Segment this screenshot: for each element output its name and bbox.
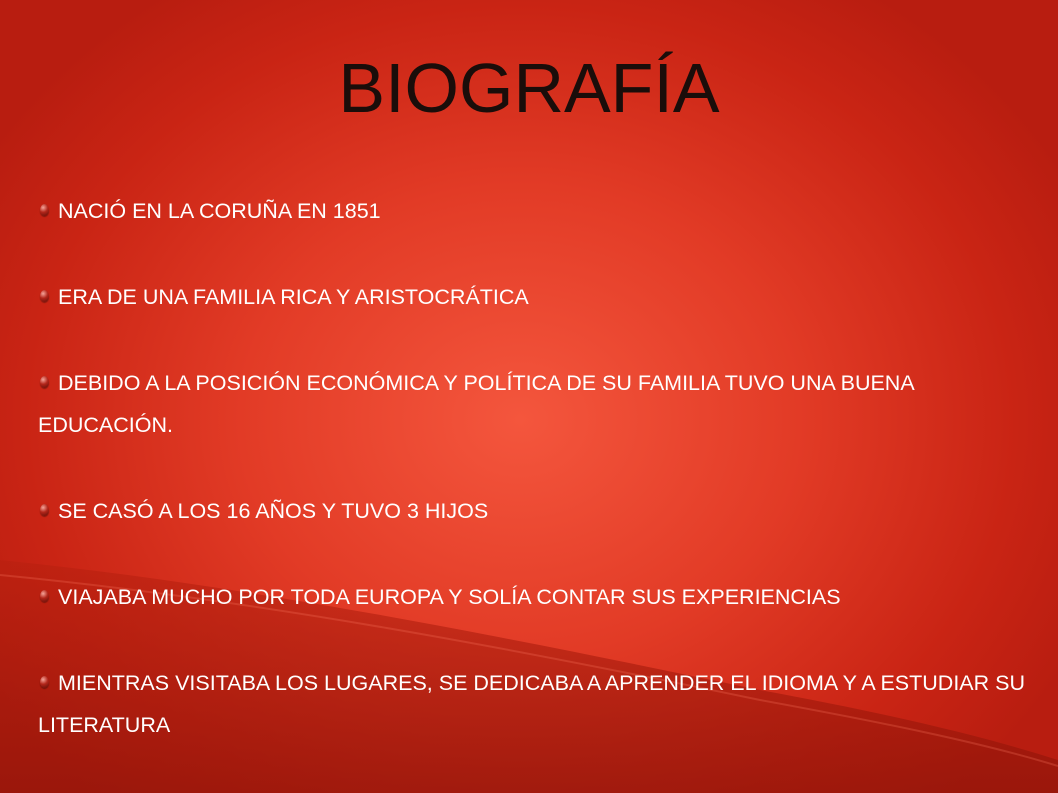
bullet-text: VIAJABA MUCHO POR TODA EUROPA Y SOLÍA CONTAR SUS EXPERIENCIAS — [58, 585, 841, 609]
bullet-item — [38, 662, 1038, 746]
bullet-item — [38, 576, 1038, 618]
bullet-text: SE CASÓ A LOS 16 AÑOS Y TUVO 3 HIJOS — [58, 499, 489, 523]
bullet-text: ERA DE UNA FAMILIA RICA Y ARISTOCRÁTICA — [58, 285, 529, 309]
slide-title: BIOGRAFÍA — [338, 49, 720, 127]
red-sphere-bullet-icon — [40, 590, 49, 602]
bullet-text: NACIÓ EN LA CORUÑA EN 1851 — [58, 199, 381, 223]
bullet-text: MIENTRAS VISITABA LOS LUGARES, SE DEDICABA A APRENDER EL IDIOMA Y A ESTUDIAR SU LITERATURA — [38, 671, 1026, 737]
bullet-list — [38, 190, 1038, 790]
bullet-text: DEBIDO A LA POSICIÓN ECONÓMICA Y POLÍTICA DE SU FAMILIA TUVO UNA BUENA EDUCACIÓN. — [38, 371, 914, 437]
bullet-item — [38, 276, 1038, 318]
bullet-item — [38, 190, 1038, 232]
bullet-item — [38, 362, 1038, 446]
red-sphere-bullet-icon — [40, 676, 49, 688]
red-sphere-bullet-icon — [40, 204, 49, 216]
red-sphere-bullet-icon — [40, 504, 49, 516]
red-sphere-bullet-icon — [40, 290, 49, 302]
red-sphere-bullet-icon — [40, 376, 49, 388]
bullet-item — [38, 490, 1038, 532]
